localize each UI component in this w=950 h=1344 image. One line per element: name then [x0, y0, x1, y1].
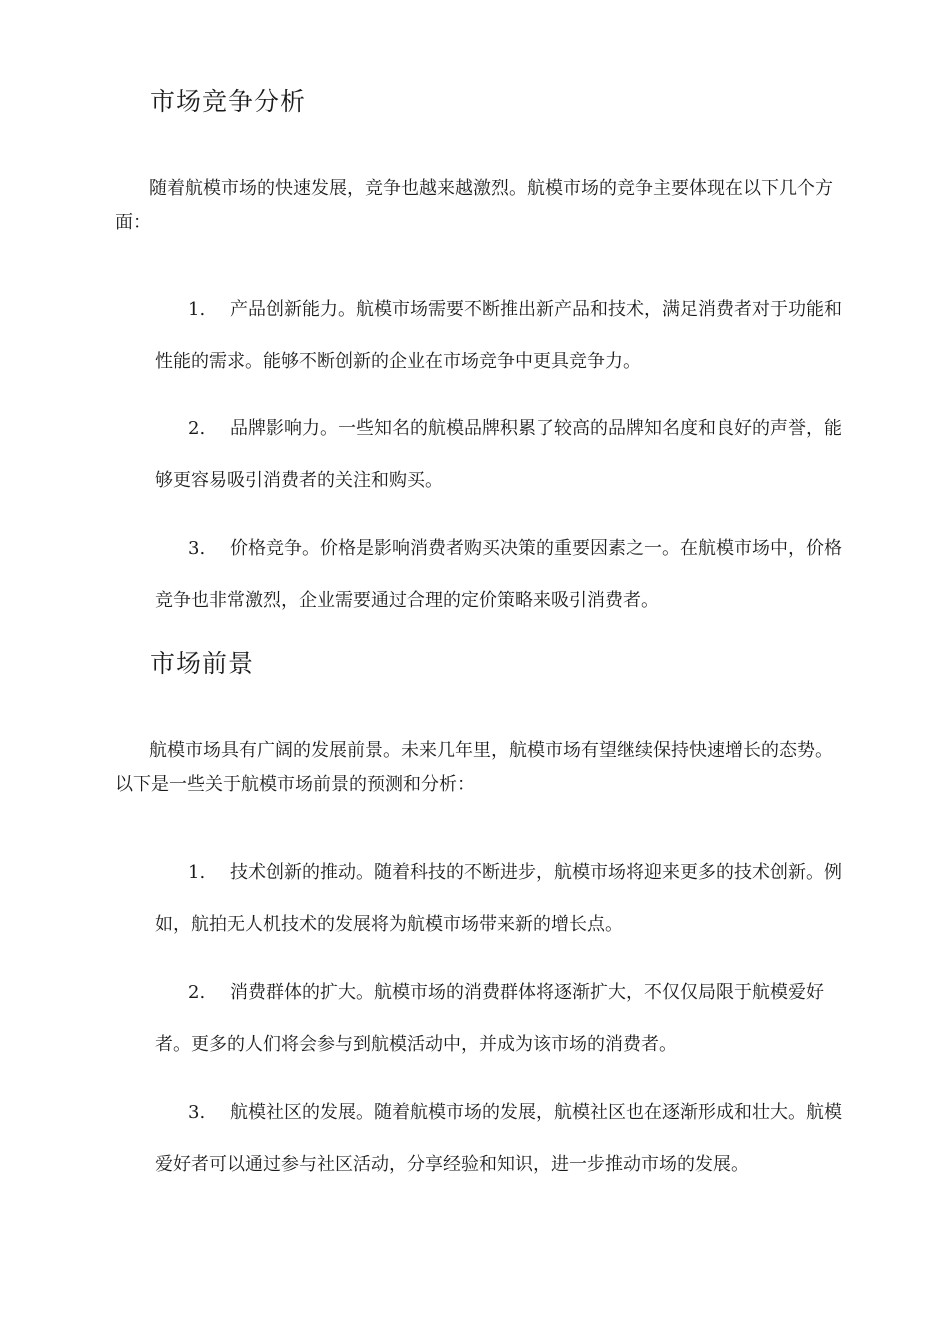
list-item-text: 品牌影响力。一些知名的航模品牌积累了较高的品牌知名度和良好的声誉，能够更容易吸引消费者的关注和购买。	[155, 418, 842, 491]
list-item-text: 消费群体的扩大。航模市场的消费群体将逐渐扩大，不仅仅局限于航模爱好者。更多的人们将会参与到航模活动中，并成为该市场的消费者。	[155, 982, 824, 1055]
list-item-number: 2.	[188, 982, 206, 1003]
list-item	[155, 523, 845, 627]
section-heading-competition: 市场竞争分析	[150, 87, 307, 116]
list-item	[155, 1087, 845, 1191]
list-item	[155, 403, 845, 507]
section-intro-competition: 随着航模市场的快速发展，竞争也越来越激烈。航模市场的竞争主要体现在以下几个方面：	[115, 178, 833, 233]
list-item-text: 产品创新能力。航模市场需要不断推出新产品和技术，满足消费者对于功能和性能的需求。能够不断创新的企业在市场竞争中更具竞争力。	[155, 299, 842, 372]
list-item-number: 1.	[188, 299, 206, 320]
list-item-number: 3.	[188, 538, 206, 559]
section-intro-outlook: 航模市场具有广阔的发展前景。未来几年里，航模市场有望继续保持快速增长的态势。以下是一些关于航模市场前景的预测和分析：	[115, 740, 833, 795]
section-heading-outlook: 市场前景	[150, 649, 255, 678]
list-item	[155, 284, 845, 388]
list-item-text: 价格竞争。价格是影响消费者购买决策的重要因素之一。在航模市场中，价格竞争也非常激烈，企业需要通过合理的定价策略来吸引消费者。	[155, 538, 842, 611]
list-item	[155, 967, 845, 1071]
list-item-number: 1.	[188, 862, 206, 883]
list-item-text: 航模社区的发展。随着航模市场的发展，航模社区也在逐渐形成和壮大。航模爱好者可以通过参与社区活动，分享经验和知识，进一步推动市场的发展。	[155, 1102, 842, 1175]
list-item-number: 3.	[188, 1102, 206, 1123]
list-item-number: 2.	[188, 418, 206, 439]
list-item-text: 技术创新的推动。随着科技的不断进步，航模市场将迎来更多的技术创新。例如，航拍无人机技术的发展将为航模市场带来新的增长点。	[155, 862, 842, 935]
list-item	[155, 847, 845, 951]
